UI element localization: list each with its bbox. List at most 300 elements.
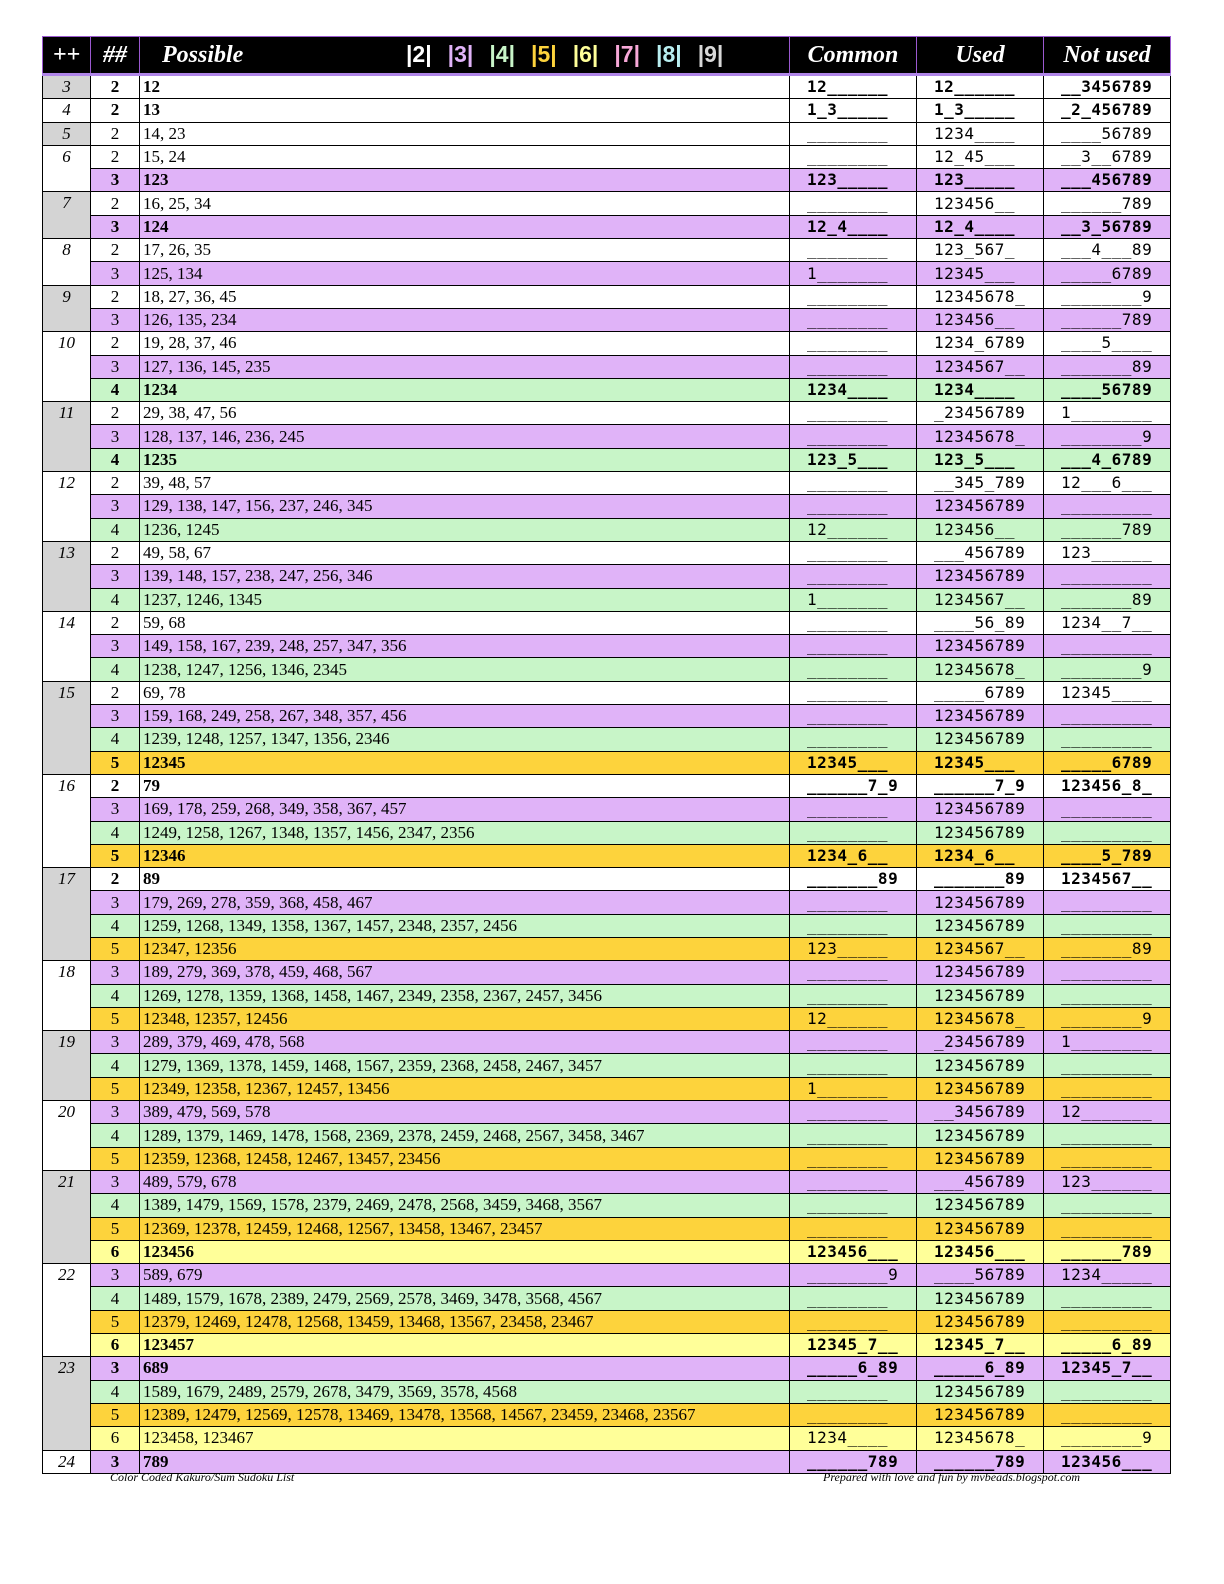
table-row <box>43 285 1171 308</box>
possible-cell: 12379, 12469, 12478, 12568, 13459, 13468, 13567, 23458, 23467 <box>140 1310 790 1333</box>
table-row <box>43 751 1171 774</box>
count-cell: 4 <box>91 1054 140 1077</box>
digit-legend-item: |9| <box>697 41 724 67</box>
count-cell: 5 <box>91 1007 140 1030</box>
sum-cell: 13 <box>43 541 91 611</box>
count-cell: 4 <box>91 984 140 1007</box>
not-used-cell: 12_______ <box>1044 1101 1171 1124</box>
not-used-cell: _________ <box>1044 565 1171 588</box>
used-cell: _____6_89 <box>917 1357 1044 1380</box>
count-cell: 3 <box>91 1264 140 1287</box>
used-cell: 123456789 <box>917 961 1044 984</box>
not-used-cell: __3_56789 <box>1044 215 1171 238</box>
digit-legend-item: |5| <box>531 41 557 67</box>
used-cell: 12345678_ <box>917 285 1044 308</box>
not-used-cell: 12345_7__ <box>1044 1357 1171 1380</box>
not-used-cell: _________ <box>1044 1194 1171 1217</box>
not-used-cell: ____5_789 <box>1044 844 1171 867</box>
count-cell: 4 <box>91 378 140 401</box>
common-cell: ________ <box>790 1031 917 1054</box>
used-cell: 123456789 <box>917 1217 1044 1240</box>
common-cell: ________ <box>790 891 917 914</box>
digit-color-legend <box>406 41 739 68</box>
digit-legend-item: |2| <box>406 41 432 67</box>
possible-cell: 12 <box>140 75 790 99</box>
sum-cell: 14 <box>43 611 91 681</box>
not-used-cell: ___4_6789 <box>1044 448 1171 471</box>
common-cell: ________ <box>790 122 917 145</box>
sum-cell: 10 <box>43 332 91 402</box>
possible-cell: 123457 <box>140 1334 790 1357</box>
table-row <box>43 565 1171 588</box>
common-cell: ________ <box>790 658 917 681</box>
table-row <box>43 1427 1171 1450</box>
possible-cell: 18, 27, 36, 45 <box>140 285 790 308</box>
used-cell: 123456789 <box>917 1054 1044 1077</box>
common-cell: ________ <box>790 565 917 588</box>
possible-cell: 489, 579, 678 <box>140 1170 790 1193</box>
table-body <box>43 75 1171 1474</box>
possible-cell: 125, 134 <box>140 262 790 285</box>
possible-cell: 1236, 1245 <box>140 518 790 541</box>
used-cell: 12_45___ <box>917 145 1044 168</box>
common-cell: 12_4____ <box>790 215 917 238</box>
sum-cell: 6 <box>43 145 91 192</box>
not-used-cell: _________ <box>1044 961 1171 984</box>
used-cell: 1234567__ <box>917 937 1044 960</box>
used-cell: ___456789 <box>917 541 1044 564</box>
sum-cell: 20 <box>43 1101 91 1171</box>
table-row <box>43 262 1171 285</box>
digit-legend-item: |4| <box>489 41 516 67</box>
possible-cell: 29, 38, 47, 56 <box>140 402 790 425</box>
not-used-cell: 1________ <box>1044 1031 1171 1054</box>
not-used-cell: ___4___89 <box>1044 239 1171 262</box>
used-cell: 1234_6__ <box>917 844 1044 867</box>
table-row <box>43 402 1171 425</box>
not-used-cell: _2_456789 <box>1044 99 1171 122</box>
table-row <box>43 1101 1171 1124</box>
used-cell: 123456789 <box>917 798 1044 821</box>
common-cell: ________ <box>790 798 917 821</box>
not-used-cell: 123456_8_ <box>1044 774 1171 797</box>
table-row <box>43 541 1171 564</box>
used-cell: ______7_9 <box>917 774 1044 797</box>
not-used-cell: __3456789 <box>1044 75 1171 99</box>
table-row <box>43 1287 1171 1310</box>
possible-cell: 12348, 12357, 12456 <box>140 1007 790 1030</box>
common-cell: ________ <box>790 611 917 634</box>
count-cell: 5 <box>91 1077 140 1100</box>
used-cell: 12345678_ <box>917 425 1044 448</box>
used-cell: _______89 <box>917 868 1044 891</box>
sum-cell: 12 <box>43 472 91 542</box>
common-cell: _______89 <box>790 868 917 891</box>
count-cell: 2 <box>91 541 140 564</box>
table-row <box>43 308 1171 331</box>
used-cell: 12345_7__ <box>917 1334 1044 1357</box>
table-row <box>43 1240 1171 1263</box>
possible-cell: 1238, 1247, 1256, 1346, 2345 <box>140 658 790 681</box>
digit-legend-item: |6| <box>572 41 599 67</box>
not-used-cell: _________ <box>1044 635 1171 658</box>
table-row <box>43 378 1171 401</box>
table-row <box>43 425 1171 448</box>
table-row <box>43 1147 1171 1170</box>
possible-cell: 149, 158, 167, 239, 248, 257, 347, 356 <box>140 635 790 658</box>
table-row <box>43 774 1171 797</box>
not-used-cell: ______789 <box>1044 1240 1171 1263</box>
sum-cell: 24 <box>43 1450 91 1473</box>
not-used-cell: 1________ <box>1044 402 1171 425</box>
common-cell: 123456___ <box>790 1240 917 1263</box>
possible-cell: 1235 <box>140 448 790 471</box>
table-row <box>43 75 1171 99</box>
common-cell: ________ <box>790 541 917 564</box>
possible-cell: 129, 138, 147, 156, 237, 246, 345 <box>140 495 790 518</box>
possible-cell: 1269, 1278, 1359, 1368, 1458, 1467, 2349, 2358, 2367, 2457, 3456 <box>140 984 790 1007</box>
count-cell: 2 <box>91 285 140 308</box>
count-cell: 4 <box>91 1287 140 1310</box>
common-cell: ________ <box>790 1403 917 1426</box>
count-cell: 4 <box>91 821 140 844</box>
count-cell: 3 <box>91 798 140 821</box>
table-row <box>43 495 1171 518</box>
count-cell: 3 <box>91 1357 140 1380</box>
possible-cell: 179, 269, 278, 359, 368, 458, 467 <box>140 891 790 914</box>
count-cell: 3 <box>91 425 140 448</box>
possible-cell: 689 <box>140 1357 790 1380</box>
table-row <box>43 1031 1171 1054</box>
common-cell: ________ <box>790 495 917 518</box>
possible-cell: 389, 479, 569, 578 <box>140 1101 790 1124</box>
possible-cell: 12346 <box>140 844 790 867</box>
count-cell: 2 <box>91 611 140 634</box>
not-used-cell: ________9 <box>1044 425 1171 448</box>
used-cell: ___456789 <box>917 1170 1044 1193</box>
not-used-cell: ____56789 <box>1044 122 1171 145</box>
not-used-cell: 123456___ <box>1044 1450 1171 1473</box>
common-cell: ________ <box>790 705 917 728</box>
not-used-cell: 123______ <box>1044 1170 1171 1193</box>
table-row <box>43 868 1171 891</box>
used-cell: 1234_6789 <box>917 332 1044 355</box>
footer-credit: Prepared with love and fun by mvbeads.blogspot.com <box>823 1470 1081 1484</box>
count-cell: 4 <box>91 914 140 937</box>
used-cell: 123456__ <box>917 192 1044 215</box>
table-row <box>43 1007 1171 1030</box>
count-cell: 3 <box>91 308 140 331</box>
possible-cell: 589, 679 <box>140 1264 790 1287</box>
common-cell: ________ <box>790 1170 917 1193</box>
table-row <box>43 844 1171 867</box>
header-common: Common <box>790 37 917 75</box>
table-row <box>43 588 1171 611</box>
common-cell: 1_3_____ <box>790 99 917 122</box>
count-cell: 2 <box>91 402 140 425</box>
table-row <box>43 611 1171 634</box>
possible-cell: 189, 279, 369, 378, 459, 468, 567 <box>140 961 790 984</box>
used-cell: 123456789 <box>917 565 1044 588</box>
table-row <box>43 145 1171 168</box>
sum-cell: 11 <box>43 402 91 472</box>
table-row <box>43 448 1171 471</box>
sum-cell: 18 <box>43 961 91 1031</box>
common-cell: ______7_9 <box>790 774 917 797</box>
common-cell: 123_5___ <box>790 448 917 471</box>
possible-cell: 1239, 1248, 1257, 1347, 1356, 2346 <box>140 728 790 751</box>
used-cell: ____56_89 <box>917 611 1044 634</box>
used-cell: 1_3_____ <box>917 99 1044 122</box>
not-used-cell: _______89 <box>1044 588 1171 611</box>
possible-cell: 127, 136, 145, 235 <box>140 355 790 378</box>
count-cell: 2 <box>91 472 140 495</box>
used-cell: 12345___ <box>917 751 1044 774</box>
count-cell: 2 <box>91 145 140 168</box>
used-cell: 1234567__ <box>917 355 1044 378</box>
used-cell: 123_____ <box>917 169 1044 192</box>
used-cell: 12______ <box>917 75 1044 99</box>
header-sum: ++ <box>43 37 91 75</box>
possible-cell: 139, 148, 157, 238, 247, 256, 346 <box>140 565 790 588</box>
possible-cell: 12349, 12358, 12367, 12457, 13456 <box>140 1077 790 1100</box>
count-cell: 6 <box>91 1240 140 1263</box>
used-cell: 1234____ <box>917 378 1044 401</box>
count-cell: 4 <box>91 1194 140 1217</box>
used-cell: 12345678_ <box>917 1007 1044 1030</box>
count-cell: 2 <box>91 868 140 891</box>
possible-cell: 69, 78 <box>140 681 790 704</box>
used-cell: 1234____ <box>917 122 1044 145</box>
not-used-cell: ________9 <box>1044 658 1171 681</box>
possible-cell: 1279, 1369, 1378, 1459, 1468, 1567, 2359, 2368, 2458, 2467, 3457 <box>140 1054 790 1077</box>
sum-cell: 7 <box>43 192 91 239</box>
table-row <box>43 1054 1171 1077</box>
not-used-cell: _________ <box>1044 1054 1171 1077</box>
sum-cell: 23 <box>43 1357 91 1450</box>
possible-cell: 39, 48, 57 <box>140 472 790 495</box>
not-used-cell: _________ <box>1044 705 1171 728</box>
common-cell: 1234____ <box>790 378 917 401</box>
count-cell: 4 <box>91 1380 140 1403</box>
possible-cell: 289, 379, 469, 478, 568 <box>140 1031 790 1054</box>
common-cell: ________ <box>790 961 917 984</box>
count-cell: 3 <box>91 215 140 238</box>
not-used-cell: _________ <box>1044 1380 1171 1403</box>
count-cell: 3 <box>91 495 140 518</box>
possible-cell: 12345 <box>140 751 790 774</box>
not-used-cell: _________ <box>1044 728 1171 751</box>
count-cell: 2 <box>91 99 140 122</box>
not-used-cell: _________ <box>1044 1077 1171 1100</box>
common-cell: 12______ <box>790 1007 917 1030</box>
not-used-cell: _____6789 <box>1044 751 1171 774</box>
table-row <box>43 518 1171 541</box>
used-cell: 123456789 <box>917 984 1044 1007</box>
common-cell: ________ <box>790 1287 917 1310</box>
count-cell: 2 <box>91 192 140 215</box>
table-row <box>43 1077 1171 1100</box>
used-cell: 123456789 <box>917 914 1044 937</box>
common-cell: ________ <box>790 821 917 844</box>
count-cell: 2 <box>91 332 140 355</box>
common-cell: ________ <box>790 1147 917 1170</box>
count-cell: 3 <box>91 169 140 192</box>
used-cell: 123456789 <box>917 705 1044 728</box>
not-used-cell: _________ <box>1044 914 1171 937</box>
kakuro-combinations-table <box>42 36 1171 1474</box>
digit-legend-item: |3| <box>447 41 474 67</box>
not-used-cell: 123______ <box>1044 541 1171 564</box>
sum-cell: 4 <box>43 99 91 122</box>
table-row <box>43 937 1171 960</box>
common-cell: ______789 <box>790 1450 917 1473</box>
common-cell: ________ <box>790 425 917 448</box>
header-count: ## <box>91 37 140 75</box>
not-used-cell: 12345____ <box>1044 681 1171 704</box>
common-cell: ________ <box>790 472 917 495</box>
used-cell: 123456789 <box>917 891 1044 914</box>
count-cell: 4 <box>91 658 140 681</box>
common-cell: ________ <box>790 145 917 168</box>
not-used-cell: _______89 <box>1044 355 1171 378</box>
used-cell: 123_5___ <box>917 448 1044 471</box>
not-used-cell: ________9 <box>1044 1427 1171 1450</box>
count-cell: 4 <box>91 728 140 751</box>
table-row <box>43 705 1171 728</box>
used-cell: 123456789 <box>917 1194 1044 1217</box>
table-row <box>43 891 1171 914</box>
count-cell: 3 <box>91 705 140 728</box>
used-cell: _____6789 <box>917 681 1044 704</box>
common-cell: 123_____ <box>790 937 917 960</box>
possible-cell: 12359, 12368, 12458, 12467, 13457, 23456 <box>140 1147 790 1170</box>
possible-cell: 12347, 12356 <box>140 937 790 960</box>
table-row <box>43 984 1171 1007</box>
possible-cell: 124 <box>140 215 790 238</box>
count-cell: 3 <box>91 1101 140 1124</box>
not-used-cell: ____56789 <box>1044 378 1171 401</box>
used-cell: ____56789 <box>917 1264 1044 1287</box>
not-used-cell: _________ <box>1044 1124 1171 1147</box>
not-used-cell: _________ <box>1044 821 1171 844</box>
used-cell: 123456789 <box>917 1124 1044 1147</box>
common-cell: ________ <box>790 681 917 704</box>
used-cell: __345_789 <box>917 472 1044 495</box>
not-used-cell: _________ <box>1044 798 1171 821</box>
count-cell: 5 <box>91 751 140 774</box>
common-cell: 12345_7__ <box>790 1334 917 1357</box>
count-cell: 5 <box>91 1217 140 1240</box>
possible-cell: 17, 26, 35 <box>140 239 790 262</box>
possible-cell: 15, 24 <box>140 145 790 168</box>
digit-legend-item: |7| <box>614 41 641 67</box>
table-row <box>43 658 1171 681</box>
table-row <box>43 1357 1171 1380</box>
sum-cell: 19 <box>43 1031 91 1101</box>
used-cell: ______789 <box>917 1450 1044 1473</box>
count-cell: 5 <box>91 1147 140 1170</box>
sum-cell: 3 <box>43 75 91 99</box>
count-cell: 3 <box>91 891 140 914</box>
table-row <box>43 798 1171 821</box>
used-cell: 12345678_ <box>917 1427 1044 1450</box>
used-cell: _23456789 <box>917 1031 1044 1054</box>
not-used-cell: _________ <box>1044 891 1171 914</box>
possible-cell: 13 <box>140 99 790 122</box>
digit-legend-item: |8| <box>656 41 682 67</box>
header-not-used: Not used <box>1044 37 1171 75</box>
possible-cell: 1589, 1679, 2489, 2579, 2678, 3479, 3569, 3578, 4568 <box>140 1380 790 1403</box>
not-used-cell: ________9 <box>1044 285 1171 308</box>
table-row <box>43 1124 1171 1147</box>
used-cell: 123_567_ <box>917 239 1044 262</box>
possible-cell: 1489, 1579, 1678, 2389, 2479, 2569, 2578, 3469, 3478, 3568, 4567 <box>140 1287 790 1310</box>
table-row <box>43 215 1171 238</box>
common-cell: ________ <box>790 308 917 331</box>
used-cell: 123456__ <box>917 308 1044 331</box>
table-row <box>43 681 1171 704</box>
count-cell: 3 <box>91 1031 140 1054</box>
count-cell: 4 <box>91 518 140 541</box>
table-row <box>43 1264 1171 1287</box>
not-used-cell: _________ <box>1044 1403 1171 1426</box>
table-row <box>43 332 1171 355</box>
table-row <box>43 1194 1171 1217</box>
not-used-cell: ______789 <box>1044 192 1171 215</box>
possible-cell: 1234 <box>140 378 790 401</box>
count-cell: 3 <box>91 1450 140 1473</box>
used-cell: 123456789 <box>917 1287 1044 1310</box>
possible-cell: 126, 135, 234 <box>140 308 790 331</box>
used-cell: 123456789 <box>917 495 1044 518</box>
header-possible <box>140 37 790 75</box>
used-cell: __3456789 <box>917 1101 1044 1124</box>
possible-cell: 123458, 123467 <box>140 1427 790 1450</box>
count-cell: 6 <box>91 1427 140 1450</box>
possible-cell: 12369, 12378, 12459, 12468, 12567, 13458, 13467, 23457 <box>140 1217 790 1240</box>
possible-cell: 128, 137, 146, 236, 245 <box>140 425 790 448</box>
table-row <box>43 472 1171 495</box>
count-cell: 3 <box>91 565 140 588</box>
not-used-cell: _________ <box>1044 1310 1171 1333</box>
possible-cell: 59, 68 <box>140 611 790 634</box>
possible-cell: 16, 25, 34 <box>140 192 790 215</box>
sum-cell: 16 <box>43 774 91 867</box>
not-used-cell: _____6789 <box>1044 262 1171 285</box>
count-cell: 2 <box>91 239 140 262</box>
count-cell: 4 <box>91 448 140 471</box>
count-cell: 2 <box>91 774 140 797</box>
possible-cell: 89 <box>140 868 790 891</box>
sum-cell: 5 <box>43 122 91 145</box>
common-cell: ________ <box>790 635 917 658</box>
common-cell: ________ <box>790 1380 917 1403</box>
sum-cell: 8 <box>43 239 91 286</box>
header-possible-label: Possible <box>162 41 244 68</box>
table-row <box>43 1403 1171 1426</box>
table-row <box>43 914 1171 937</box>
used-cell: 123456789 <box>917 1077 1044 1100</box>
possible-cell: 1249, 1258, 1267, 1348, 1357, 1456, 2347, 2356 <box>140 821 790 844</box>
used-cell: 123456789 <box>917 1403 1044 1426</box>
count-cell: 5 <box>91 1403 140 1426</box>
common-cell: ________ <box>790 914 917 937</box>
not-used-cell: 12___6___ <box>1044 472 1171 495</box>
sum-cell: 17 <box>43 868 91 961</box>
header-used: Used <box>917 37 1044 75</box>
common-cell: ________ <box>790 239 917 262</box>
